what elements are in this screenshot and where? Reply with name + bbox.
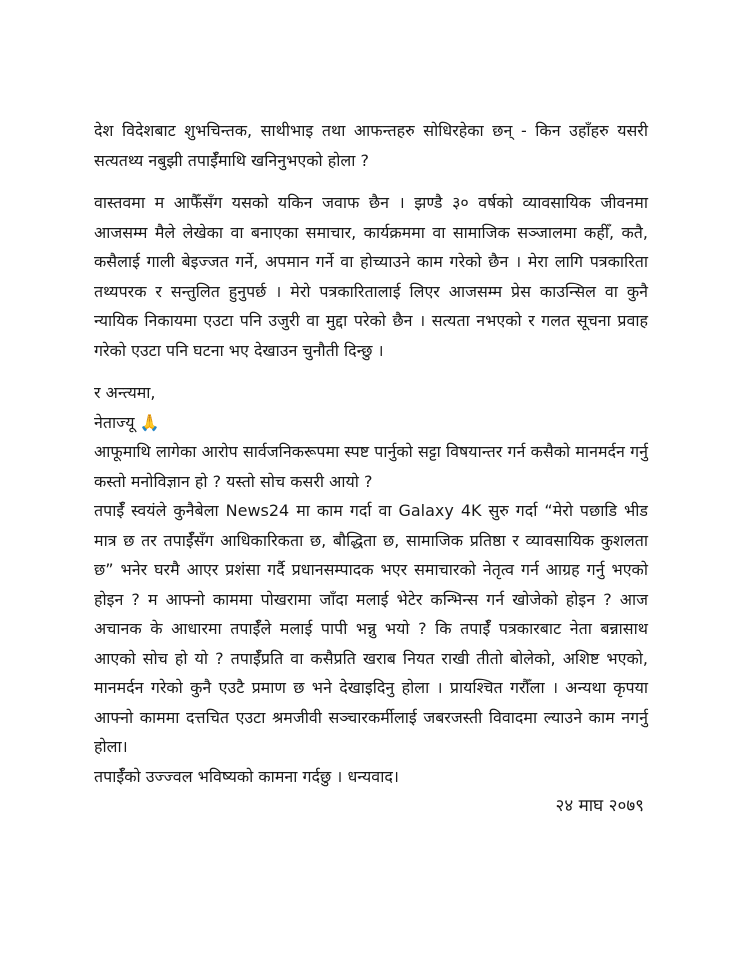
argument-paragraph: तपाईँ स्वयंले कुनैबेला News24 मा काम गर्दा वा Galaxy 4K सुरु गर्दा “मेरो पछाडि भीड मात्र छ तर तपाईँसँग आधिकारिकता छ, बौद्धिता छ, सामाजिक प्रतिष्ठा र व्यावसायिक कुशलता छ” भनेर घरमै आएर प्रशंसा गर्दै प्रधानसम्पादक भएर समाचारको नेतृत्व गर्न आग्रह गर्नु भएको होइन ? म आफ्नो काममा पोखरामा जाँदा मलाई भेटेर कन्भिन्स गर्न खोजेको होइन ? आज अचानक के आधारमा तपाईँले मलाई पापी भन्नु भयो ? कि तपाईँ पत्रकारबाट नेता बन्नासाथ आएको सोच हो यो ? तपाईँप्रति वा कसैप्रति खराब नियत राखी तीतो बोलेको, अशिष्ट भएको, मानमर्दन गरेको कुनै एउटै प्रमाण छ भने देखाइदिनु होला । प्रायश्चित गरौँला । अन्यथा कृपया आफ्नो काममा दत्तचित एउटा श्रमजीवी सञ्चारकर्मीलाई जबरजस्ती विवादमा ल्याउने काम नगर्नु होला। (94, 501, 648, 756)
addressee: नेताज्यू 🙏 (94, 412, 160, 432)
closing-intro: र अन्त्यमा, (94, 383, 156, 402)
main-paragraph: वास्तवमा म आफैँसँग यसको यकिन जवाफ छैन । झण्डै ३० वर्षको व्यावसायिक जीवनमा आजसम्म मैले लेखेका वा बनाएका समाचार, कार्यक्रममा वा सामाजिक सञ्जालमा कहीँ, कतै, कसैलाई गाली बेइज्जत गर्ने, अपमान गर्ने वा होच्याउने काम गरेको छैन । मेरा लागि पत्रकारिता तथ्यपरक र सन्तुलित हुनुपर्छ । मेरो पत्रकारितालाई लिएर आजसम्म प्रेस काउन्सिल वा कुनै न्यायिक निकायमा एउटा पनि उजुरी वा मुद्दा परेको छैन । सत्यता नभएको र गलत सूचना प्रवाह गरेको एउटा पनि घटना भए देखाउन चुनौती दिन्छु । (94, 193, 648, 360)
well-wishes-line: तपाईँको उज्ज्वल भविष्यको कामना गर्दछु । धन्यवाद। (94, 766, 399, 786)
letter-date: २४ माघ २०७९ (555, 796, 644, 816)
question-paragraph: आफूमाथि लागेका आरोप सार्वजनिकरूपमा स्पष्ट पार्नुको सट्टा विषयान्तर गर्न कसैको मानमर्दन गर्नु कस्तो मनोविज्ञान हो ? यस्तो सोच कसरी आयो ? (94, 442, 648, 491)
opening-paragraph: देश विदेशबाट शुभचिन्तक, साथीभाइ तथा आफन्तहरु सोधिरहेका छन् - किन उहाँहरु यसरी सत्यतथ्य नबुझी तपाईँमाथि खनिनुभएको होला ? (94, 121, 648, 170)
